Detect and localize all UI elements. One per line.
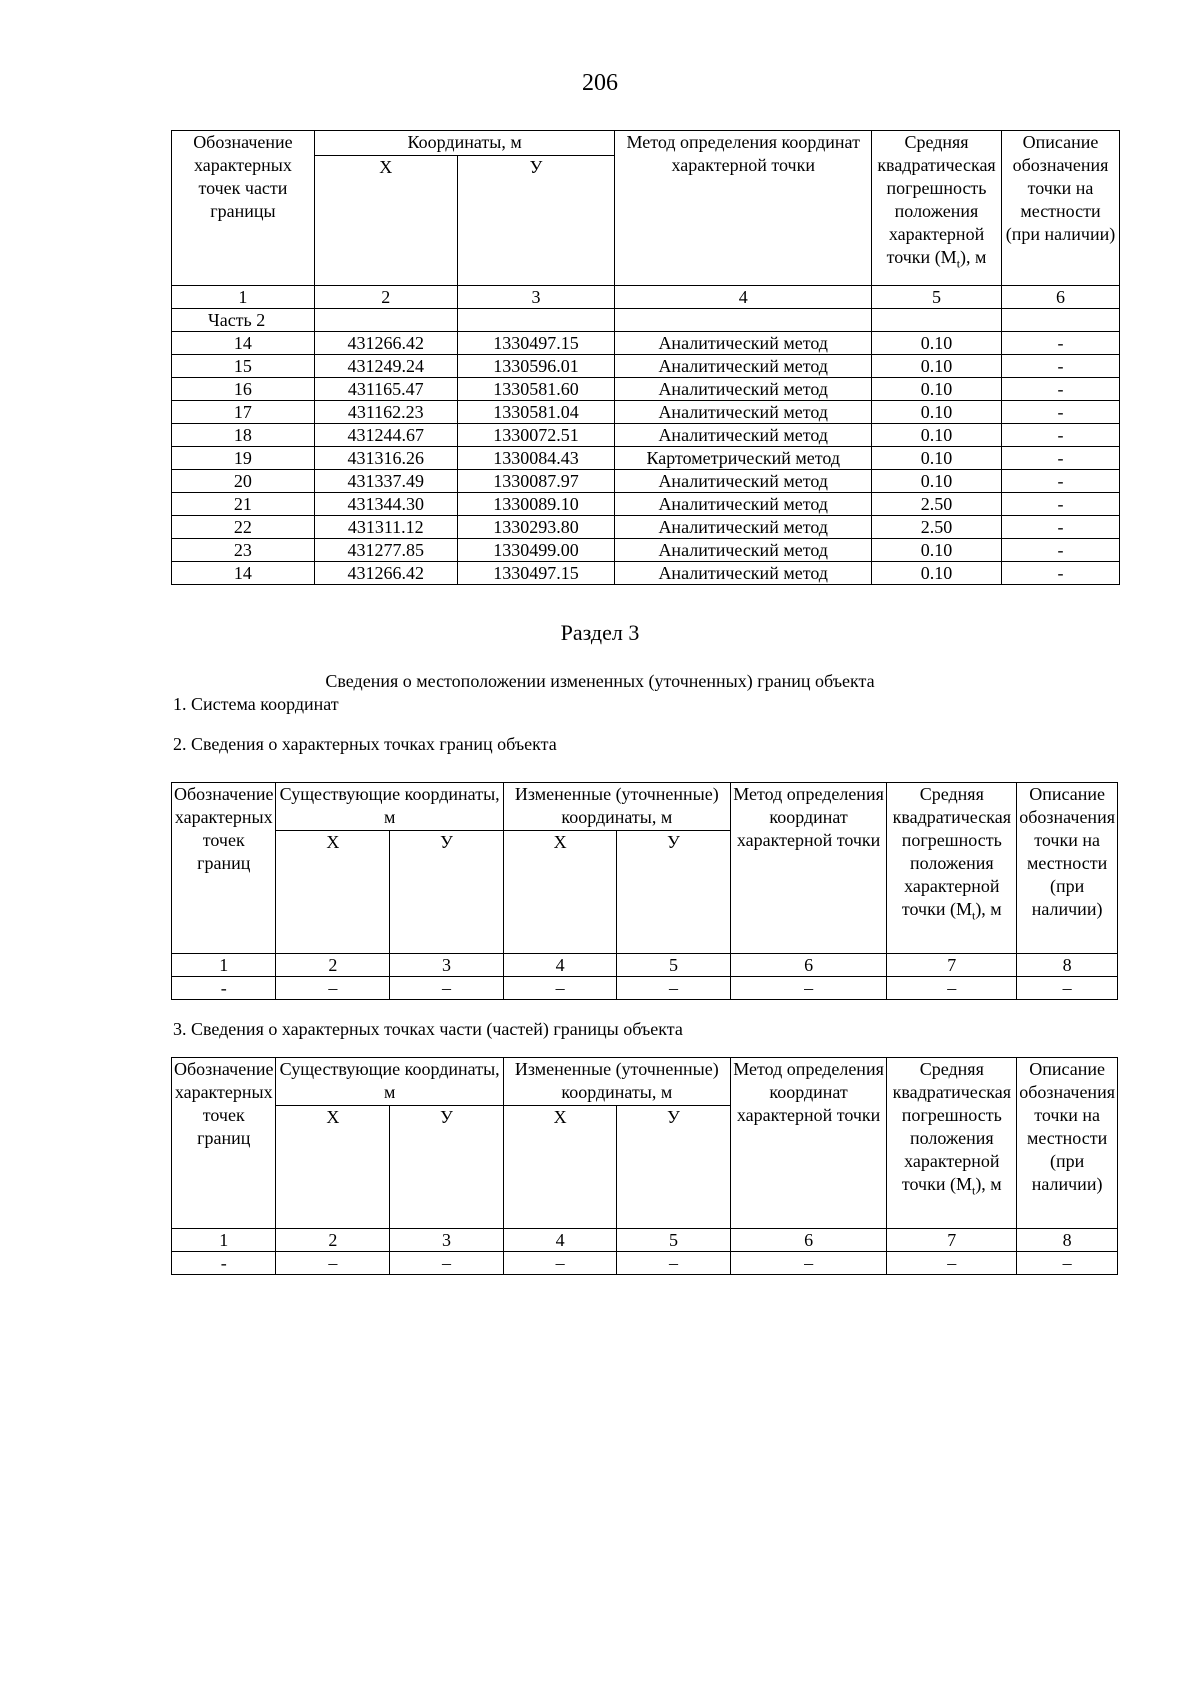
header-x: Х [314,156,457,286]
method-cell: Аналитический метод [615,424,872,447]
header-method: Метод определения координат характерной точки [615,131,872,286]
description-cell: - [1002,470,1120,493]
column-number: 5 [872,286,1002,309]
header-changed-x: Х [503,831,616,954]
table-row [172,470,1120,493]
x-coordinate: 431344.30 [314,493,457,516]
column-number: 8 [1017,1229,1118,1252]
precision-cell: 0.10 [872,539,1002,562]
empty-cell: – [276,977,390,1000]
empty-cell: – [1017,977,1118,1000]
column-number: 3 [390,954,504,977]
page-number: 206 [582,70,618,96]
x-coordinate: 431165.47 [314,378,457,401]
table-changed-part-boundary-points [171,1057,1118,1275]
header-existing-coordinates: Существующие координаты, м [276,1058,503,1106]
column-number: 2 [276,954,390,977]
column-numbers-row [172,954,1118,977]
point-id: 19 [172,447,315,470]
precision-cell: 2.50 [872,516,1002,539]
method-cell: Аналитический метод [615,332,872,355]
y-coordinate: 1330581.04 [457,401,615,424]
table-row [172,562,1120,585]
y-coordinate: 1330497.15 [457,332,615,355]
table-row [172,332,1120,355]
column-number: 3 [457,286,615,309]
table-row [172,493,1120,516]
empty-cell: – [887,1252,1017,1275]
column-number: 6 [730,1229,887,1252]
x-coordinate: 431277.85 [314,539,457,562]
header-existing-x: Х [276,1106,390,1229]
table-row [172,447,1120,470]
header-changed-y: У [617,1106,730,1229]
header-changed-coordinates: Измененные (уточненные) координаты, м [503,1058,730,1106]
part-boundary-points-item: 3. Сведения о характерных точках части (частей) границы объекта [173,1019,683,1039]
point-id: 21 [172,493,315,516]
header-description: Описание обозначения точки на местности (при наличии) [1017,1058,1118,1229]
table-row [172,378,1120,401]
empty-cell: - [172,977,276,1000]
empty-cell: – [390,1252,504,1275]
header-changed-coordinates: Измененные (уточненные) координаты, м [503,783,730,831]
method-cell: Аналитический метод [615,470,872,493]
column-number: 8 [1017,954,1118,977]
table-row [172,424,1120,447]
point-id: 22 [172,516,315,539]
precision-cell: 2.50 [872,493,1002,516]
column-number: 1 [172,954,276,977]
y-coordinate: 1330596.01 [457,355,615,378]
header-description: Описание обозначения точки на местности (при наличии) [1002,131,1120,286]
point-id: 14 [172,332,315,355]
header-changed-y: У [617,831,730,954]
x-coordinate: 431316.26 [314,447,457,470]
table-row [172,401,1120,424]
x-coordinate: 431337.49 [314,470,457,493]
empty-cell: – [730,977,887,1000]
column-number: 4 [503,1229,616,1252]
header-point-designation: Обозначение характерных точек границ [172,783,276,954]
table-row [172,1252,1118,1275]
header-point-designation: Обозначение характерных точек части границы [172,131,315,286]
y-coordinate: 1330581.60 [457,378,615,401]
x-coordinate: 431162.23 [314,401,457,424]
point-id: 23 [172,539,315,562]
empty-cell: – [730,1252,887,1275]
table-row [172,539,1120,562]
method-cell: Аналитический метод [615,516,872,539]
point-id: 16 [172,378,315,401]
empty-cell: – [617,1252,730,1275]
y-coordinate: 1330072.51 [457,424,615,447]
column-number: 1 [172,1229,276,1252]
point-id: 14 [172,562,315,585]
description-cell: - [1002,493,1120,516]
header-existing-coordinates: Существующие координаты, м [276,783,503,831]
empty-cell: – [503,1252,616,1275]
method-cell: Аналитический метод [615,378,872,401]
method-cell: Аналитический метод [615,539,872,562]
y-coordinate: 1330293.80 [457,516,615,539]
description-cell: - [1002,424,1120,447]
description-cell: - [1002,539,1120,562]
point-id: 15 [172,355,315,378]
y-coordinate: 1330084.43 [457,447,615,470]
description-cell: - [1002,562,1120,585]
description-cell: - [1002,355,1120,378]
empty-cell: – [503,977,616,1000]
column-number: 2 [314,286,457,309]
x-coordinate: 431266.42 [314,332,457,355]
column-numbers-row [172,1229,1118,1252]
empty-cell: - [172,1252,276,1275]
y-coordinate: 1330497.15 [457,562,615,585]
column-number: 5 [617,954,730,977]
y-coordinate: 1330087.97 [457,470,615,493]
method-cell: Картометрический метод [615,447,872,470]
table-row [172,355,1120,378]
column-number: 7 [887,1229,1017,1252]
method-cell: Аналитический метод [615,562,872,585]
empty-cell: – [617,977,730,1000]
method-cell: Аналитический метод [615,493,872,516]
column-numbers-row [172,286,1120,309]
column-number: 5 [617,1229,730,1252]
x-coordinate: 431249.24 [314,355,457,378]
precision-cell: 0.10 [872,470,1002,493]
column-number: 4 [615,286,872,309]
column-number: 6 [1002,286,1120,309]
precision-cell: 0.10 [872,378,1002,401]
column-number: 7 [887,954,1017,977]
empty-cell: – [1017,1252,1118,1275]
column-number: 3 [390,1229,504,1252]
description-cell: - [1002,516,1120,539]
table-changed-boundary-points [171,782,1118,1000]
section-title: Раздел 3 [560,620,640,645]
column-number: 2 [276,1229,390,1252]
part-label: Часть 2 [172,309,315,332]
point-id: 18 [172,424,315,447]
description-cell: - [1002,378,1120,401]
part-label-row [172,309,1120,332]
header-point-designation: Обозначение характерных точек границ [172,1058,276,1229]
table-row [172,516,1120,539]
header-existing-y: У [390,1106,504,1229]
table-row [172,977,1118,1000]
point-id: 17 [172,401,315,424]
header-method: Метод определения координат характерной точки [730,1058,887,1229]
header-description: Описание обозначения точки на местности (при наличии) [1017,783,1118,954]
table-part2-points [171,130,1120,585]
precision-cell: 0.10 [872,401,1002,424]
header-existing-x: Х [276,831,390,954]
precision-cell: 0.10 [872,332,1002,355]
header-precision: Средняя квадратическая погрешность положения характерной точки $(M_t)$, м [887,1058,1017,1229]
y-coordinate: 1330499.00 [457,539,615,562]
header-y: У [457,156,615,286]
precision-cell: 0.10 [872,355,1002,378]
boundary-points-item: 2. Сведения о характерных точках границ объекта [173,734,557,754]
x-coordinate: 431244.67 [314,424,457,447]
method-cell: Аналитический метод [615,355,872,378]
header-changed-x: Х [503,1106,616,1229]
description-cell: - [1002,332,1120,355]
header-precision: Средняя квадратическая погрешность положения характерной точки $(M_t)$, м [872,131,1002,286]
precision-cell: 0.10 [872,562,1002,585]
x-coordinate: 431311.12 [314,516,457,539]
section-subtitle: Сведения о местоположении измененных (уточненных) границ объекта [325,671,875,691]
x-coordinate: 431266.42 [314,562,457,585]
column-number: 1 [172,286,315,309]
y-coordinate: 1330089.10 [457,493,615,516]
header-coordinates: Координаты, м [314,131,615,156]
empty-cell: – [887,977,1017,1000]
empty-cell: – [276,1252,390,1275]
column-number: 6 [730,954,887,977]
empty-cell: – [390,977,504,1000]
precision-cell: 0.10 [872,447,1002,470]
header-existing-y: У [390,831,504,954]
description-cell: - [1002,401,1120,424]
point-id: 20 [172,470,315,493]
column-number: 4 [503,954,616,977]
method-cell: Аналитический метод [615,401,872,424]
precision-cell: 0.10 [872,424,1002,447]
coordinate-system-item: 1. Система координат [173,694,339,714]
header-precision: Средняя квадратическая погрешность положения характерной точки $(M_t)$, м [887,783,1017,954]
header-method: Метод определения координат характерной точки [730,783,887,954]
description-cell: - [1002,447,1120,470]
